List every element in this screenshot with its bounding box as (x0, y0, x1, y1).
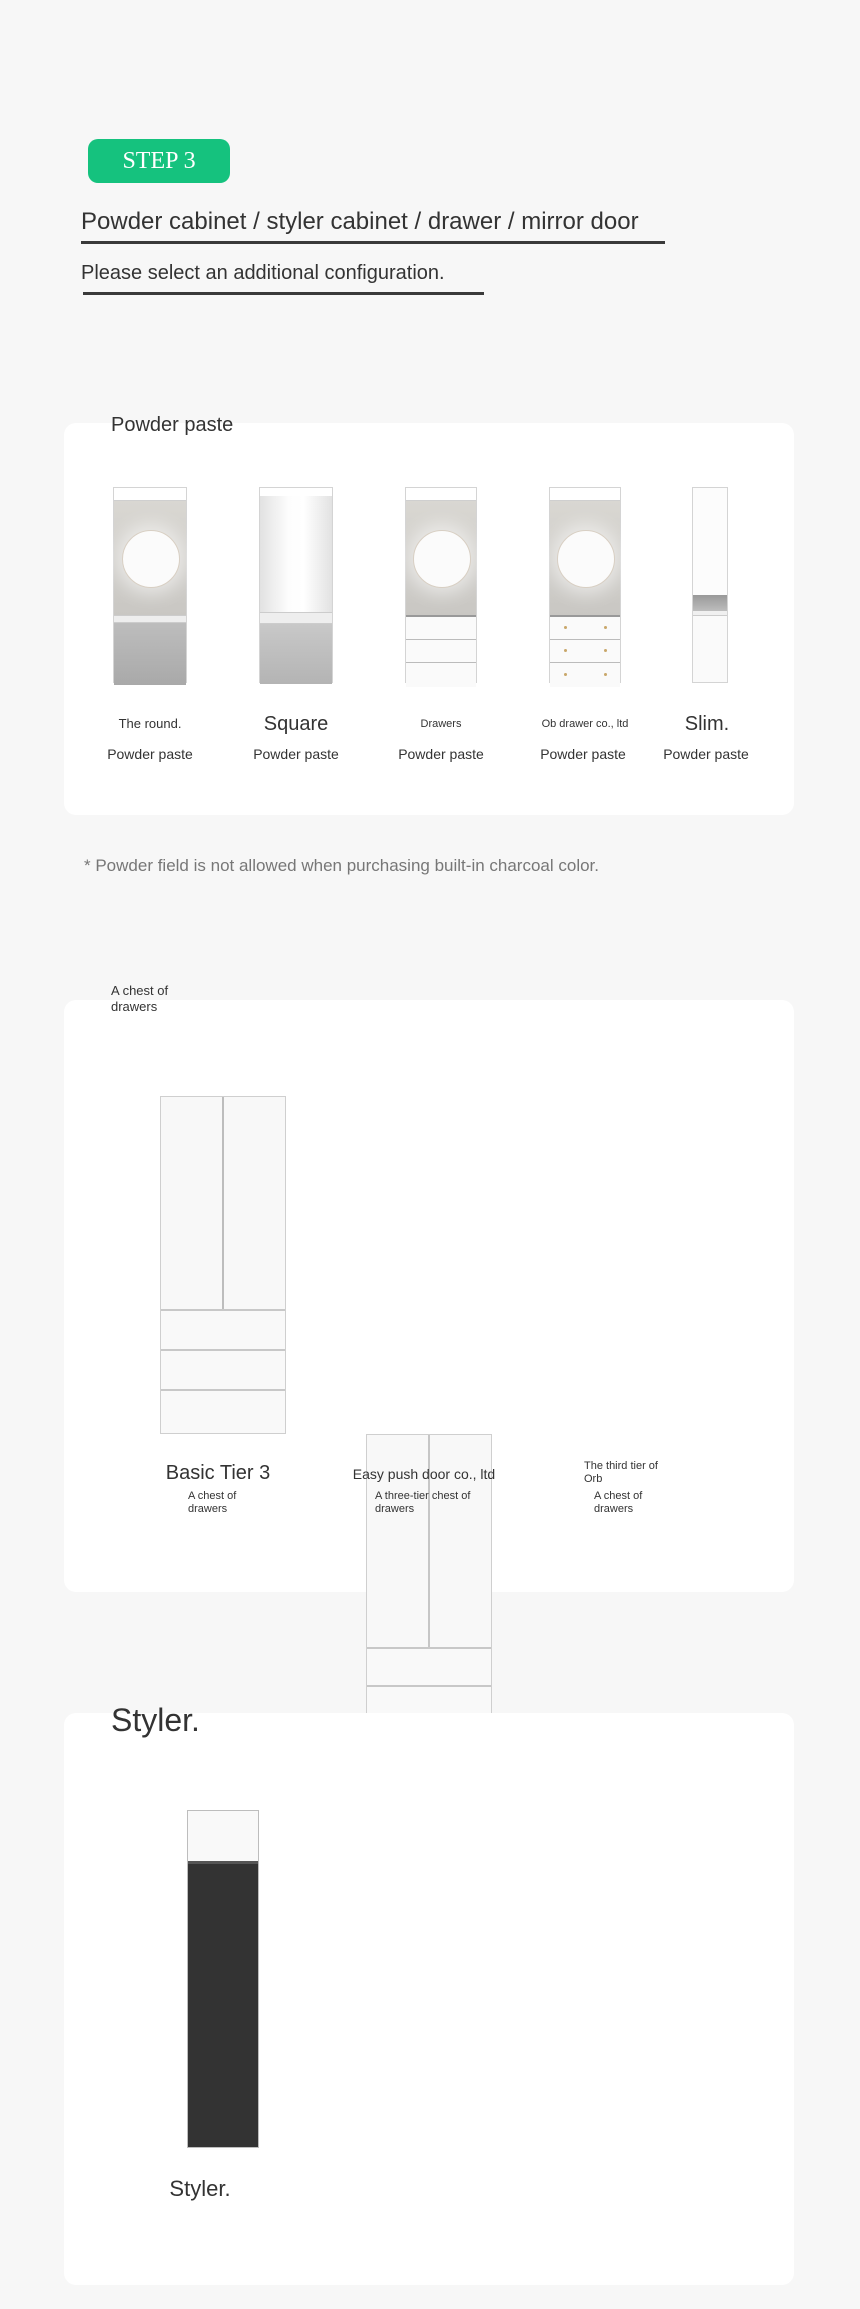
chest-option-type: A three-tier chest of drawers (375, 1490, 471, 1515)
powder-option-drawers[interactable] (405, 487, 477, 683)
powder-option-type: Powder paste (663, 746, 749, 762)
mirror-niche (406, 501, 476, 615)
powder-option-type: Powder paste (253, 746, 339, 762)
styler-section-title: Styler. (111, 1702, 200, 1738)
powder-option-name: Ob drawer co., ltd (541, 718, 629, 730)
styler-top-panel (188, 1811, 258, 1864)
wardrobe-door (224, 1097, 285, 1309)
chest-option-name: The third tier of Orb (584, 1460, 658, 1485)
mirror-niche (114, 501, 186, 615)
cabinet-top (550, 488, 620, 501)
cabinet-top (406, 488, 476, 501)
powder-option-round[interactable] (113, 487, 187, 683)
page-title: Powder cabinet / styler cabinet / drawer / mirror door (81, 208, 639, 235)
page-subtitle: Please select an additional configuration. (81, 262, 445, 284)
chest-option-basic-tier-3[interactable] (160, 1096, 286, 1434)
drawer (161, 1349, 285, 1389)
wardrobe-door (161, 1097, 224, 1309)
drawer (406, 639, 476, 662)
round-mirror-icon (557, 530, 615, 588)
cabinet-shelf (114, 615, 186, 623)
subtitle-underline (83, 292, 484, 295)
powder-option-type: Powder paste (540, 746, 626, 762)
powder-option-type: Powder paste (398, 746, 484, 762)
powder-option-slim[interactable] (692, 487, 728, 683)
powder-note: * Powder field is not allowed when purchasing built-in charcoal color. (84, 856, 600, 875)
round-mirror-icon (413, 530, 471, 588)
styler-option-name: Styler. (169, 2176, 231, 2201)
styler-charcoal-body (188, 1864, 258, 2147)
knob-icon (564, 626, 567, 629)
lower-open-space (114, 623, 186, 685)
knob-icon (604, 673, 607, 676)
powder-option-type: Powder paste (107, 746, 193, 762)
powder-option-name: Square (263, 713, 329, 735)
lower-open-space (260, 624, 332, 684)
cabinet-top (114, 488, 186, 501)
chest-option-type: A chest of drawers (594, 1490, 643, 1515)
knob-icon (564, 673, 567, 676)
powder-option-name: Slim. (684, 713, 730, 735)
chest-option-name: Basic Tier 3 (165, 1462, 271, 1484)
drawer (161, 1309, 285, 1349)
mirror-niche (550, 501, 620, 615)
drawer (367, 1647, 491, 1685)
powder-option-name: Drawers (420, 718, 462, 730)
powder-option-ob-drawer[interactable] (549, 487, 621, 683)
drawer (550, 615, 620, 639)
chest-option-type: A chest of drawers (188, 1490, 237, 1515)
powder-option-name: The round. (118, 716, 182, 731)
drawer (161, 1389, 285, 1433)
knob-icon (604, 626, 607, 629)
drawer (550, 662, 620, 687)
chest-section-title: A chest of drawers (111, 983, 169, 1014)
powder-option-square[interactable] (259, 487, 333, 683)
drawer (406, 615, 476, 639)
round-mirror-icon (122, 530, 180, 588)
square-mirror (260, 496, 332, 612)
drawer (550, 639, 620, 662)
slim-open-shelf (693, 595, 727, 611)
cabinet-shelf (260, 612, 332, 624)
title-underline (81, 241, 665, 244)
powder-section-title: Powder paste (111, 414, 234, 436)
slim-lower-panel (693, 616, 727, 682)
slim-upper-panel (693, 488, 727, 595)
chest-option-name: Easy push door co., ltd (352, 1466, 496, 1482)
knob-icon (604, 649, 607, 652)
step-badge: STEP 3 (88, 139, 230, 183)
drawer (406, 662, 476, 687)
styler-option[interactable] (187, 1810, 259, 2148)
knob-icon (564, 649, 567, 652)
cabinet-top (260, 488, 332, 496)
